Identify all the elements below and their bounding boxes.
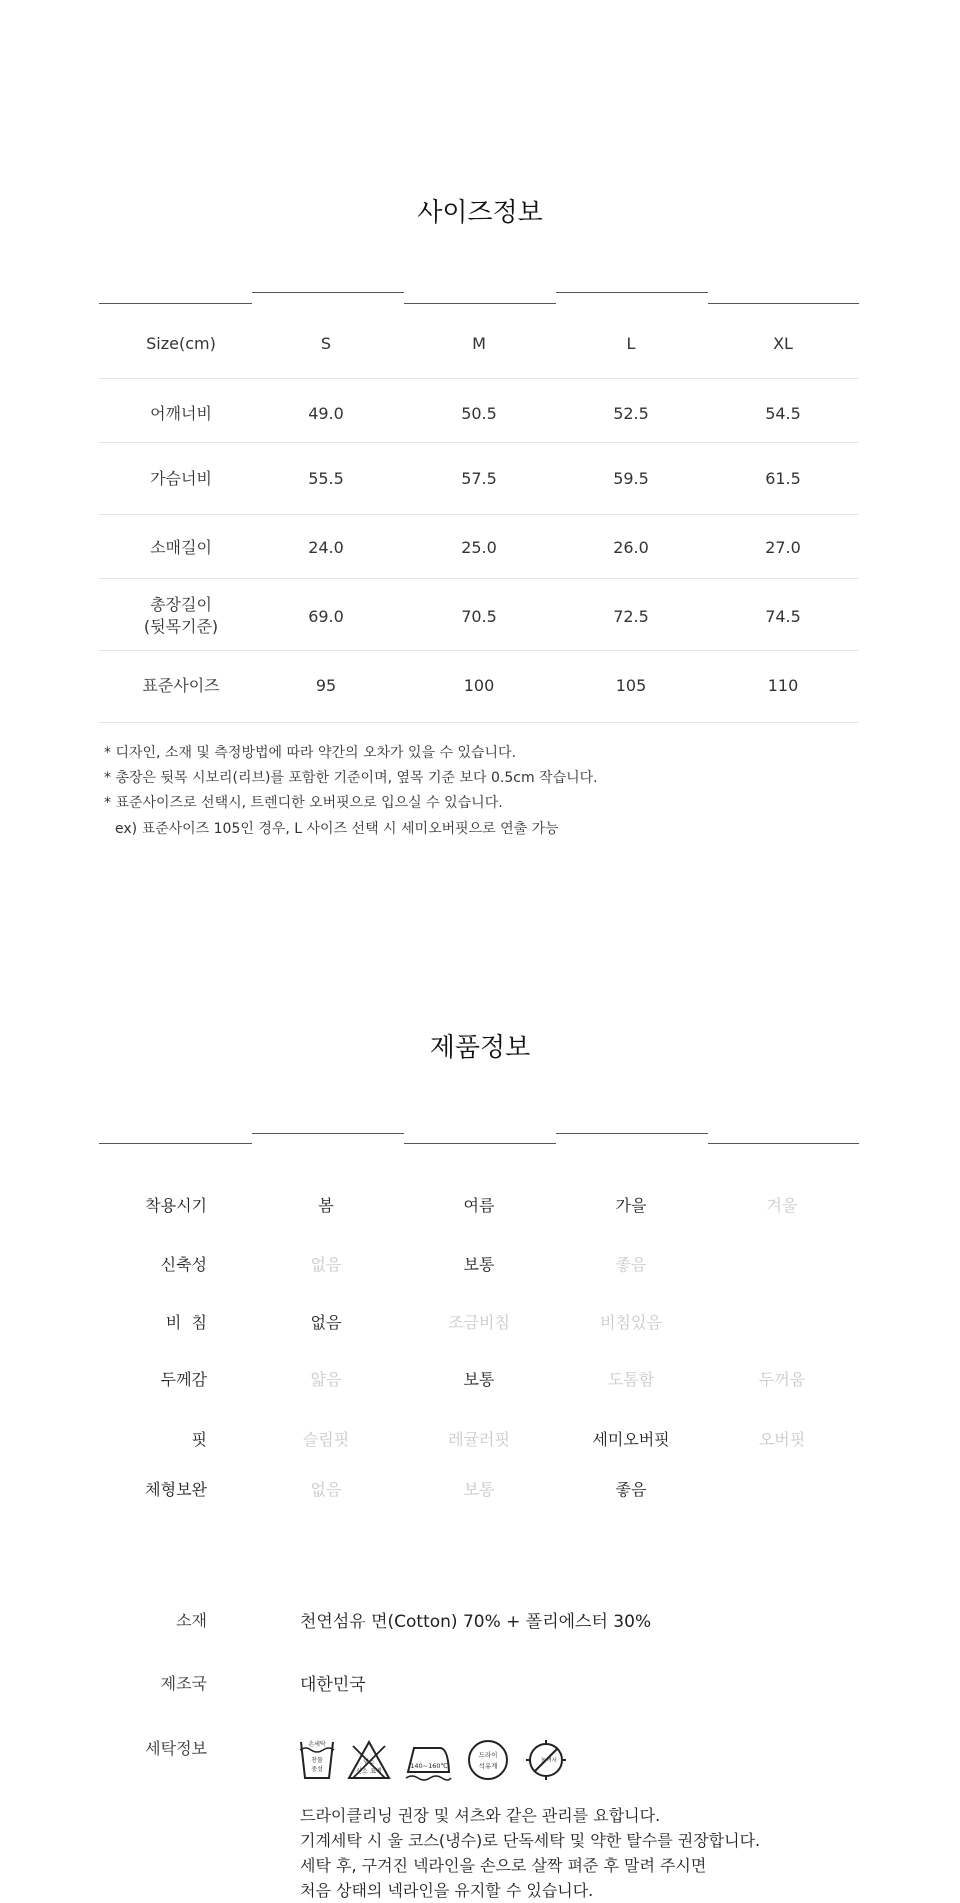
row-label-sub: (뒷목기준)	[143, 617, 219, 636]
header-divider	[252, 292, 404, 293]
size-value: 55.5	[308, 469, 344, 488]
attribute-option: 슬림핏	[302, 1430, 350, 1449]
row-divider	[99, 442, 859, 443]
attribute-option: 도톰함	[607, 1370, 655, 1389]
attribute-option: 보통	[463, 1255, 495, 1274]
size-value: 70.5	[461, 607, 497, 626]
size-value: 105	[615, 676, 647, 695]
attribute-label: 체형보완	[145, 1480, 207, 1499]
size-value: 49.0	[308, 404, 344, 423]
attribute-option: 얇음	[310, 1370, 342, 1389]
attribute-option: 레귤러핏	[448, 1430, 510, 1449]
product-section-title: 제품정보	[429, 1033, 531, 1063]
size-value: 110	[767, 676, 799, 695]
svg-text:석유계: 석유계	[478, 1762, 498, 1770]
column-header-xl: XL	[773, 334, 793, 353]
attribute-option: 없음	[310, 1313, 342, 1332]
svg-text:염소: 염소	[363, 1759, 375, 1766]
origin-label: 제조국	[160, 1674, 207, 1693]
size-value: 52.5	[613, 404, 649, 423]
column-header-m: M	[472, 334, 486, 353]
column-header-size: Size(cm)	[146, 334, 216, 353]
attribute-option: 여름	[463, 1196, 495, 1215]
column-header-s: S	[320, 334, 332, 353]
care-text-line: 기계세탁 시 울 코스(냉수)로 단독세탁 및 약한 탈수를 권장합니다.	[300, 1831, 761, 1850]
svg-text:찬물: 찬물	[311, 1757, 323, 1764]
header-divider	[99, 1143, 252, 1144]
size-value: 69.0	[308, 607, 344, 626]
attribute-option: 비침있음	[600, 1313, 662, 1332]
row-divider	[99, 514, 859, 515]
svg-text:드라이: 드라이	[478, 1751, 498, 1759]
attribute-option: 조금비침	[448, 1313, 510, 1332]
note-line: * 표준사이즈로 선택시, 트렌디한 오버핏으로 입으실 수 있습니다.	[104, 795, 503, 811]
row-divider	[99, 650, 859, 651]
column-header-l: L	[626, 334, 636, 353]
header-divider	[556, 292, 708, 293]
size-value: 25.0	[461, 538, 497, 557]
size-value: 61.5	[765, 469, 801, 488]
attribute-label: 두께감	[160, 1370, 207, 1389]
care-text-line: 세탁 후, 구겨진 넥라인을 손으로 살짝 펴준 후 말려 주시면	[300, 1856, 707, 1875]
note-line: * 총장은 뒷목 시보리(리브)를 포함한 기준이며, 옆목 기준 보다 0.5cm 작습니다.	[104, 770, 598, 786]
attribute-option: 오버핏	[758, 1430, 806, 1449]
attribute-option: 봄	[318, 1196, 334, 1215]
size-value: 24.0	[308, 538, 344, 557]
note-line: ex) 표준사이즈 105인 경우, L 사이즈 선택 시 세미오버핏으로 연출 가능	[115, 821, 559, 837]
attribute-label: 비 침	[165, 1313, 207, 1332]
attribute-label: 핏	[191, 1430, 207, 1449]
header-divider	[708, 1143, 859, 1144]
row-label: 가슴너비	[150, 469, 212, 488]
dry-clean-icon	[466, 1738, 510, 1786]
size-value: 100	[463, 676, 495, 695]
no-bleach-icon	[347, 1738, 391, 1786]
attribute-option: 없음	[310, 1480, 342, 1499]
size-value: 27.0	[765, 538, 801, 557]
iron-icon	[404, 1738, 452, 1786]
header-divider	[99, 303, 252, 304]
svg-text:140~160℃: 140~160℃	[410, 1762, 448, 1770]
care-text-line: 처음 상태의 넥라인을 유지할 수 있습니다.	[300, 1881, 594, 1900]
row-label: 소매길이	[150, 538, 212, 557]
size-value: 54.5	[765, 404, 801, 423]
size-section-title: 사이즈정보	[417, 198, 543, 228]
origin-value: 대한민국	[300, 1675, 366, 1695]
svg-text:손세탁: 손세탁	[308, 1741, 326, 1748]
attribute-label: 착용시기	[145, 1196, 207, 1215]
header-divider	[708, 303, 859, 304]
no-tumble-dry-icon	[524, 1738, 568, 1786]
header-divider	[404, 303, 556, 304]
attribute-option: 가을	[615, 1196, 647, 1215]
row-label: 표준사이즈	[142, 676, 220, 695]
size-value: 95	[315, 676, 337, 695]
hand-wash-icon	[298, 1738, 336, 1786]
attribute-option: 좋음	[615, 1480, 647, 1499]
size-value: 74.5	[765, 607, 801, 626]
row-divider	[99, 722, 859, 723]
size-value: 72.5	[613, 607, 649, 626]
care-text-line: 드라이클리닝 권장 및 셔츠와 같은 관리를 요합니다.	[300, 1806, 661, 1825]
svg-text:높여서: 높여서	[541, 1758, 557, 1764]
material-label: 소재	[176, 1611, 207, 1630]
header-divider	[556, 1133, 708, 1134]
size-value: 26.0	[613, 538, 649, 557]
svg-text:중성: 중성	[311, 1766, 323, 1773]
attribute-option: 세미오버핏	[592, 1430, 670, 1449]
material-value: 천연섬유 면(Cotton) 70% + 폴리에스터 30%	[300, 1612, 652, 1632]
row-divider	[99, 378, 859, 379]
header-divider	[252, 1133, 404, 1134]
attribute-option: 겨울	[766, 1196, 798, 1215]
attribute-option: 두꺼움	[758, 1370, 806, 1389]
size-value: 59.5	[613, 469, 649, 488]
row-label: 총장길이	[150, 595, 212, 614]
size-value: 50.5	[461, 404, 497, 423]
note-line: * 디자인, 소재 및 측정방법에 따라 약간의 오차가 있을 수 있습니다.	[104, 745, 517, 761]
header-divider	[404, 1143, 556, 1144]
attribute-option: 보통	[463, 1370, 495, 1389]
attribute-option: 보통	[463, 1480, 495, 1499]
size-value: 57.5	[461, 469, 497, 488]
svg-text:표백: 표백	[370, 1768, 382, 1775]
attribute-option: 좋음	[615, 1255, 647, 1274]
svg-text:산소: 산소	[356, 1768, 368, 1775]
attribute-option: 없음	[310, 1255, 342, 1274]
care-label: 세탁정보	[145, 1739, 207, 1758]
attribute-label: 신축성	[160, 1255, 207, 1274]
row-label: 어깨너비	[150, 404, 212, 423]
row-divider	[99, 578, 859, 579]
